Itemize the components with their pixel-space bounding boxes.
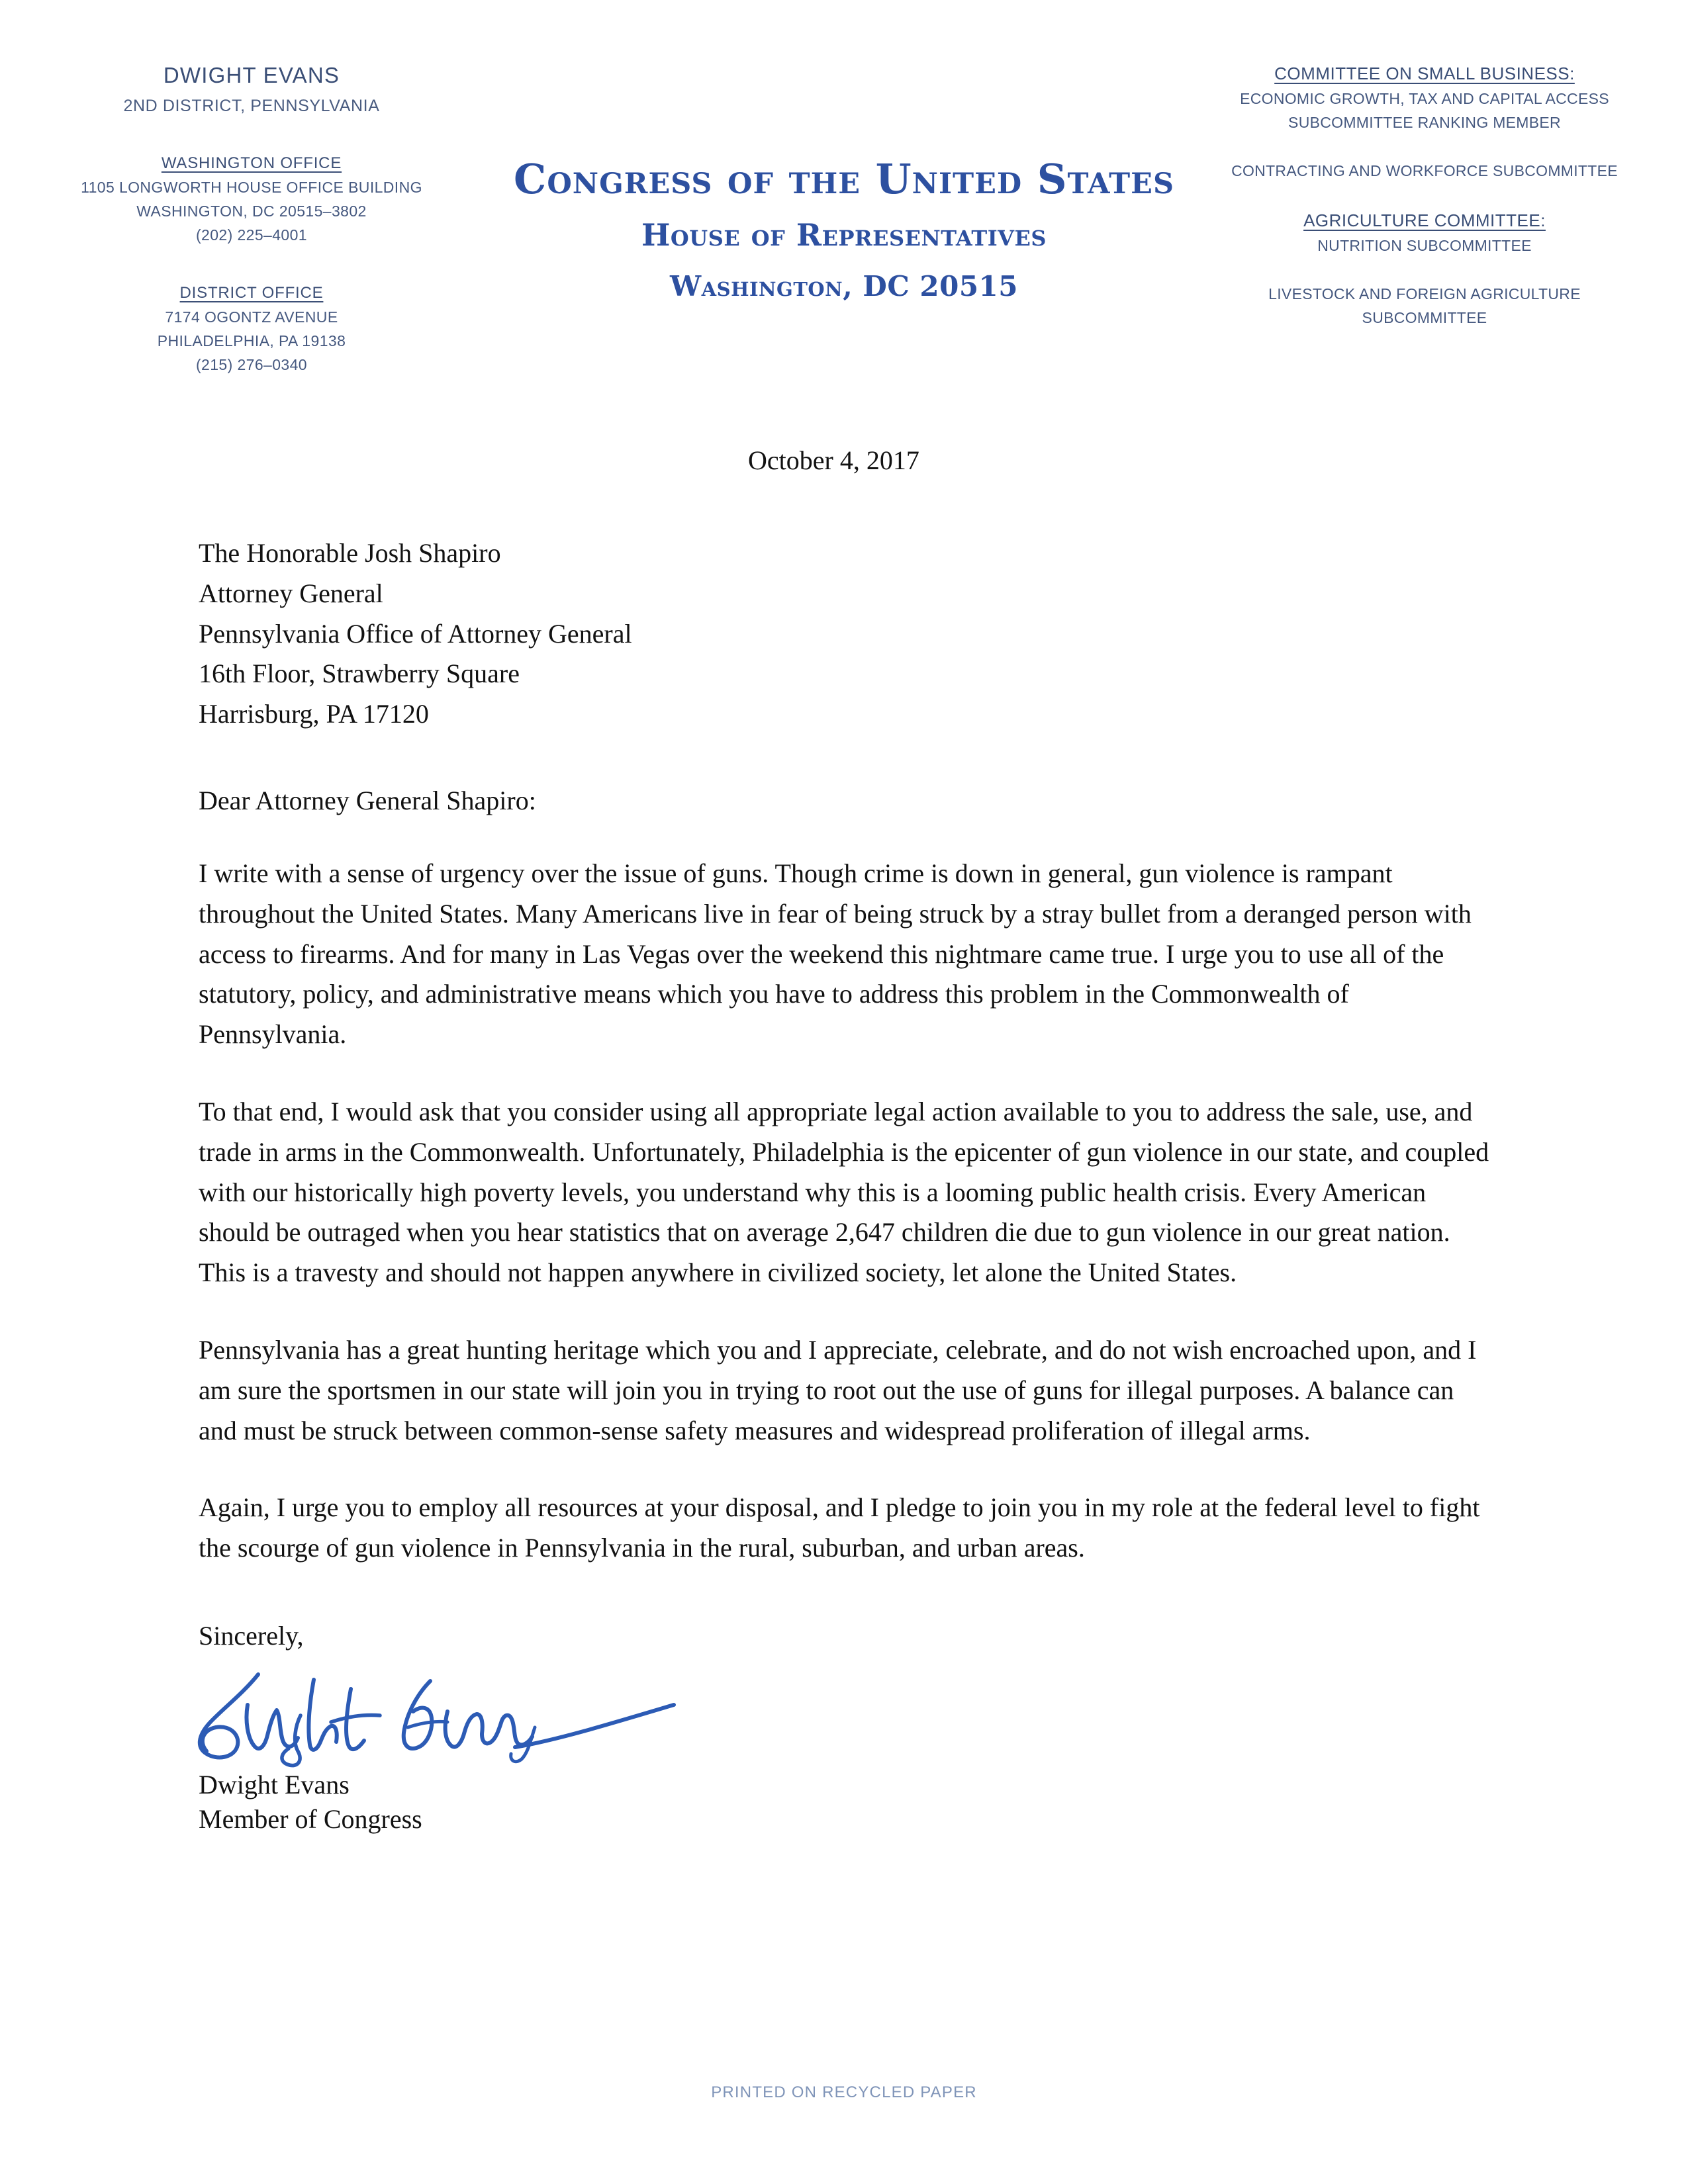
masthead-congress-line: Congress of the United States — [513, 155, 1175, 203]
letterhead-left-column — [40, 64, 463, 374]
agriculture-committee-title: AGRICULTURE COMMITTEE: — [1303, 210, 1546, 230]
masthead-location-line: Washington, DC 20515 — [669, 270, 1019, 302]
signature-title: Member of Congress — [199, 1803, 422, 1834]
handwritten-signature-icon — [184, 1664, 687, 1770]
agriculture-committee-block — [1199, 210, 1650, 255]
washington-office-title: WASHINGTON OFFICE — [161, 154, 342, 173]
washington-office-address-line-1: 1105 LONGWORTH HOUSE OFFICE BUILDING — [81, 179, 422, 197]
signature-name: Dwight Evans — [199, 1769, 350, 1799]
body-paragraph-1: I write with a sense of urgency over the issue of guns. Though crime is down in general, gun violence is rampant throughout the United States. Many Americans live in fear of being struck by a stray bullet from a deranged person with access to firearms. And for many in Las Vegas over the weekend this nightmare came true. I urge you to use all of the statutory, policy, and administrative means which you have to address this problem in the Commonwealth of Pennsylvania. — [199, 858, 1472, 1050]
district-office-address-line-2: PHILADELPHIA, PA 19138 — [157, 332, 346, 350]
masthead — [480, 155, 1208, 302]
letter-date: October 4, 2017 — [748, 445, 919, 475]
closing-salutation: Sincerely, — [199, 1620, 304, 1651]
address-line: Pennsylvania Office of Attorney General — [199, 618, 632, 649]
contracting-workforce-subcommittee: CONTRACTING AND WORKFORCE SUBCOMMITTEE — [1231, 162, 1618, 179]
letter-body — [199, 445, 1489, 1839]
member-name: DWIGHT EVANS — [163, 63, 340, 87]
district-office-phone: (215) 276–0340 — [195, 356, 307, 374]
district-office-address-line-1: 7174 OGONTZ AVENUE — [165, 308, 338, 326]
district-office-title: DISTRICT OFFICE — [179, 284, 324, 302]
member-district: 2ND DISTRICT, PENNSYLVANIA — [123, 97, 380, 116]
livestock-foreign-agriculture-subcommittee-line-1: LIVESTOCK AND FOREIGN AGRICULTURE — [1268, 285, 1581, 302]
washington-office-phone: (202) 225–4001 — [195, 226, 307, 244]
footer-recycled-paper-notice: PRINTED ON RECYCLED PAPER — [711, 2083, 977, 2101]
address-line: Attorney General — [199, 578, 383, 608]
masthead-house-line: House of Representatives — [641, 217, 1047, 253]
salutation: Dear Attorney General Shapiro: — [199, 785, 536, 815]
address-line: Harrisburg, PA 17120 — [199, 699, 429, 729]
address-line: The Honorable Josh Shapiro — [199, 538, 501, 568]
small-business-subcommittee-line-1: ECONOMIC GROWTH, TAX AND CAPITAL ACCESS — [1240, 90, 1609, 107]
body-paragraph-4: Again, I urge you to employ all resources at your disposal, and I pledge to join you in my role at the federal level to fight the scourge of gun violence in Pennsylvania in the rural, suburban, and urban areas. — [199, 1492, 1480, 1563]
signature-area — [184, 1664, 1489, 1770]
washington-office-address-line-2: WASHINGTON, DC 20515–3802 — [136, 203, 367, 220]
district-office-block — [40, 284, 463, 374]
letterhead — [0, 0, 1688, 374]
body-paragraph-3: Pennsylvania has a great hunting heritage which you and I appreciate, celebrate, and do not wish encroached upon, and I am sure the sportsmen in our state will join you in trying to root out the use of guns for illegal purposes. A balance can and must be struck between common-sense safety measures and widespread proliferation of illegal arms. — [199, 1334, 1477, 1445]
small-business-committee-block — [1199, 64, 1650, 132]
address-line: 16th Floor, Strawberry Square — [199, 659, 520, 689]
nutrition-subcommittee: NUTRITION SUBCOMMITTEE — [1317, 237, 1532, 254]
washington-office-block — [40, 154, 463, 244]
small-business-committee-title: COMMITTEE ON SMALL BUSINESS: — [1274, 64, 1575, 83]
letterhead-right-column — [1199, 64, 1650, 327]
small-business-subcommittee-line-2: SUBCOMMITTEE RANKING MEMBER — [1288, 114, 1561, 131]
body-paragraph-2: To that end, I would ask that you consider using all appropriate legal action available to you to address the sale, use, and trade in arms in the Commonwealth. Unfortunately, Philadelphia is the epicenter of gun violence in our state, and coupled with our historically high poverty levels, you understand why this is a looming public health crisis. Every American should be outraged when you hear statistics that on average 2,647 children die due to gun violence in our great nation. This is a travesty and should not happen anywhere in civilized society, let alone the United States. — [199, 1096, 1489, 1288]
livestock-foreign-agriculture-subcommittee-line-2: SUBCOMMITTEE — [1362, 309, 1487, 326]
recipient-address-block — [199, 533, 1489, 735]
